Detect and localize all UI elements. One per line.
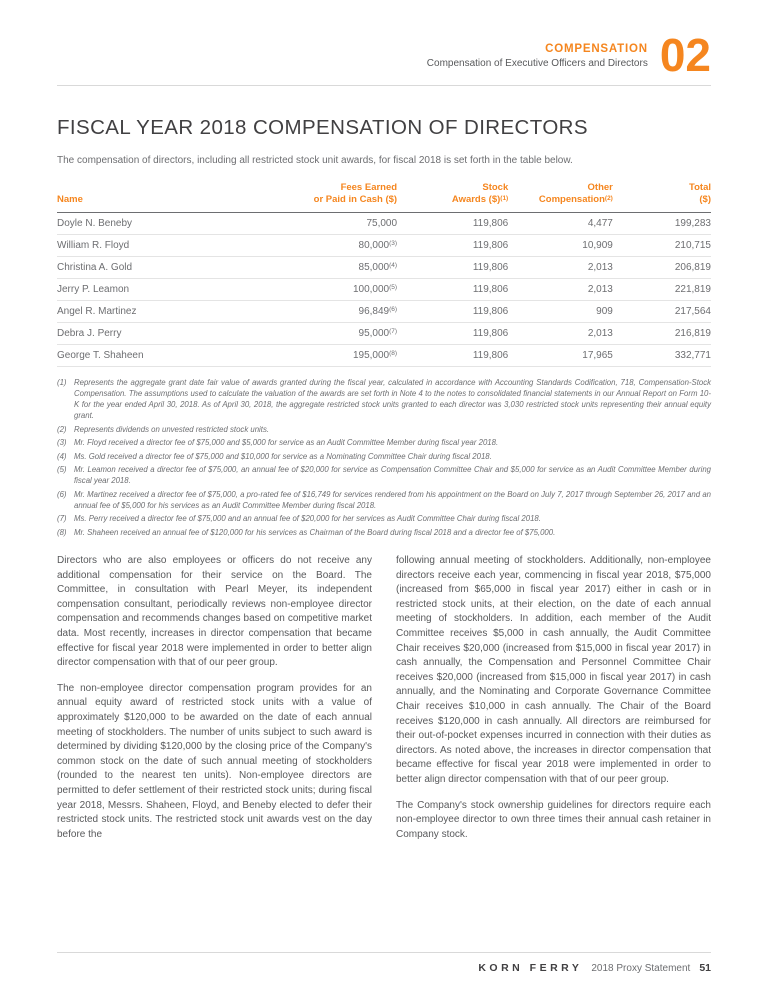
other-compensation-cell: 2,013: [508, 256, 613, 278]
footnote: [57, 424, 711, 435]
footnote-marker: (2): [57, 424, 67, 434]
footer-doc-title: 2018 Proxy Statement: [591, 963, 691, 974]
footnote: [57, 527, 711, 538]
footnote-text: Mr. Martinez received a director fee of $75,000, a pro-rated fee of $16,749 for services rendered from his appointment on the Board on July 7, 2017 through September 26, 2017 and an annual fee of $5,000 for his services as an Audit Committee Member during fiscal 2018.: [74, 489, 711, 510]
total-cell: 332,771: [613, 344, 711, 366]
column-header: Stock Awards ($)$^{(1)}$: [397, 182, 508, 212]
fees-cell: 80,000$^{(3)}$: [253, 234, 397, 256]
total-cell: 217,564: [613, 300, 711, 322]
footnote-marker: (6): [57, 489, 67, 499]
other-compensation-cell: 17,965: [508, 344, 613, 366]
body-columns: [57, 554, 711, 853]
section-number: 02: [659, 29, 711, 81]
total-cell: 199,283: [613, 212, 711, 234]
column-header: Other Compensation$^{(2)}$: [508, 182, 613, 212]
director-name-cell: Jerry P. Leamon: [57, 278, 253, 300]
fees-cell: 195,000$^{(8)}$: [253, 344, 397, 366]
director-compensation-table: [57, 182, 711, 367]
other-compensation-cell: 2,013: [508, 322, 613, 344]
footnote: [57, 377, 711, 421]
page-title: FISCAL YEAR 2018 COMPENSATION OF DIRECTORS: [57, 116, 588, 140]
footnote-marker: (8): [57, 528, 67, 538]
footnotes: [57, 377, 711, 538]
total-cell: 210,715: [613, 234, 711, 256]
footnote: [57, 464, 711, 486]
other-compensation-cell: 2,013: [508, 278, 613, 300]
footnote-text: Represents dividends on unvested restricted stock units.: [74, 424, 270, 434]
stock-awards-cell: 119,806: [397, 256, 508, 278]
page-footer: [57, 952, 711, 974]
director-name-cell: Doyle N. Beneby: [57, 212, 253, 234]
total-cell: 206,819: [613, 256, 711, 278]
section-label: COMPENSATION: [545, 42, 648, 55]
fees-cell: 85,000$^{(4)}$: [253, 256, 397, 278]
director-name-cell: Christina A. Gold: [57, 256, 253, 278]
footnote-marker: (1): [57, 377, 67, 387]
stock-awards-cell: 119,806: [397, 278, 508, 300]
stock-awards-cell: 119,806: [397, 344, 508, 366]
stock-awards-cell: 119,806: [397, 234, 508, 256]
director-name-cell: Angel R. Martinez: [57, 300, 253, 322]
page-header: [57, 29, 711, 86]
table-row: [57, 300, 711, 322]
total-cell: 216,819: [613, 322, 711, 344]
table-body: [57, 212, 711, 366]
footnote: [57, 489, 711, 511]
fees-cell: 96,849$^{(6)}$: [253, 300, 397, 322]
stock-awards-cell: 119,806: [397, 212, 508, 234]
other-compensation-cell: 909: [508, 300, 613, 322]
footnote-text: Mr. Shaheen received an annual fee of $120,000 for his services as Chairman of the Board during fiscal 2018 and a director fee of $75,000.: [74, 528, 556, 538]
column-header: Total ($): [613, 182, 711, 212]
footnote-marker: (3): [57, 438, 67, 448]
director-name-cell: Debra J. Perry: [57, 322, 253, 344]
footnote-marker: (5): [57, 465, 67, 475]
intro-paragraph: The compensation of directors, including all restricted stock unit awards, for fiscal 2018 is set forth in the table below.: [57, 155, 573, 167]
body-column-right: [396, 554, 711, 853]
director-name-cell: William R. Floyd: [57, 234, 253, 256]
other-compensation-cell: 4,477: [508, 212, 613, 234]
stock-awards-cell: 119,806: [397, 300, 508, 322]
table-row: [57, 256, 711, 278]
body-paragraph: The Company's stock ownership guidelines for directors require each non-employee director to own three times their annual cash retainer in Company stock.: [396, 799, 711, 840]
column-header: Name: [57, 182, 253, 212]
total-cell: 221,819: [613, 278, 711, 300]
footnote-text: Mr. Leamon received a director fee of $75,000, an annual fee of $20,000 for service as Compensation Committee Chair and $5,000 for service as an Audit Committee Member during fiscal year 2018.: [74, 465, 711, 486]
stock-awards-cell: 119,806: [397, 322, 508, 344]
director-name-cell: George T. Shaheen: [57, 344, 253, 366]
footnote-text: Represents the aggregate grant date fair value of awards granted during the fiscal year, calculated in accordance with Accounting Standards Codification, 718, Compensation-Stock Compensation. The assumptions used to calculate the valuation of the awards are set forth in Note 4 to the notes to consolidated financial statements in our Annual Report on Form 10-K for the year ended April 30, 2018. As of April 30, 2018, the aggregate restricted stock units granted to each director was 3,030 restricted stock units representing their annual equity grant.: [74, 377, 711, 420]
body-paragraph: Directors who are also employees or officers do not receive any additional compensation for their service on the Board. The Committee, in consultation with Pearl Meyer, its independent compensation consultant, periodically reviews non-employee director compensation and recommends changes based on competitive market data. Most recently, increases in director compensation that became effective for fiscal year 2018 were implemented in order to better align director compensation with that of our peer group.: [57, 555, 372, 669]
section-sublabel: Compensation of Executive Officers and Directors: [426, 57, 648, 69]
table-row: [57, 212, 711, 234]
footer-page-number: 51: [699, 962, 711, 974]
table-row: [57, 278, 711, 300]
fees-cell: 75,000: [253, 212, 397, 234]
footnote: [57, 437, 711, 448]
table-row: [57, 322, 711, 344]
footnote-text: Ms. Perry received a director fee of $75,000 and an annual fee of $20,000 for her services as Audit Committee Chair during fiscal 2018.: [74, 514, 541, 524]
table-row: [57, 234, 711, 256]
table-header-row: [57, 182, 711, 212]
column-header: Fees Earned or Paid in Cash ($): [253, 182, 397, 212]
header-text: [427, 43, 648, 69]
body-paragraph: following annual meeting of stockholders. Additionally, non-employee directors receive each year, commencing in fiscal year 2018, $75,000 (increased from $65,000 in fiscal year 2017) either in cash or in restricted stock units, at their election, on the date of each annual meeting of stockholders. In addition, each member of the Audit Committee receives $5,000 in cash annually, the Audit Committee Chair receives $20,000 (increased from $15,000 in fiscal year 2017) in cash annually, the Compensation and Personnel Committee Chair receives $20,000 (increased from $15,000 in fiscal year 2017) in cash annually, and the Nominating and Corporate Governance Committee Chair receives $10,000 in cash annually. The Chair of the Board receives $120,000 in cash annually. All directors are reimbursed for their out-of-pocket expenses incurred in connection with their duties as directors. As noted above, the increases in director compensation that became effective for fiscal year 2018 were implemented in order to better align director compensation with that of our peer group.: [396, 555, 711, 785]
footnote-text: Mr. Floyd received a director fee of $75,000 and $5,000 for service as an Audit Committee Member during fiscal year 2018.: [74, 438, 499, 448]
other-compensation-cell: 10,909: [508, 234, 613, 256]
body-paragraph: The non-employee director compensation program provides for an annual equity award of restricted stock units with a value of approximately $120,000 to be awarded on the date of each annual meeting of stockholders. The number of units subject to such award is determined by dividing $120,000 by the closing price of the Company's common stock on the date of such annual meeting of stockholders (rounded to the nearest ten units). Non-employee directors are permitted to defer settlement of their restricted stock units; during fiscal year 2018, Messrs. Shaheen, Floyd, and Beneby elected to defer their restricted stock units. The restricted stock unit awards vest on the day before the: [57, 682, 372, 840]
footnote-marker: (7): [57, 514, 67, 524]
footer-brand: KORN FERRY: [478, 962, 583, 974]
footnote-text: Ms. Gold received a director fee of $75,000 and $10,000 for service as a Nominating Committee Chair during fiscal 2018.: [74, 451, 492, 461]
body-column-left: [57, 554, 372, 853]
footnote: [57, 451, 711, 462]
footnote: [57, 513, 711, 524]
fees-cell: 95,000$^{(7)}$: [253, 322, 397, 344]
fees-cell: 100,000$^{(5)}$: [253, 278, 397, 300]
footnote-marker: (4): [57, 451, 67, 461]
table-row: [57, 344, 711, 366]
